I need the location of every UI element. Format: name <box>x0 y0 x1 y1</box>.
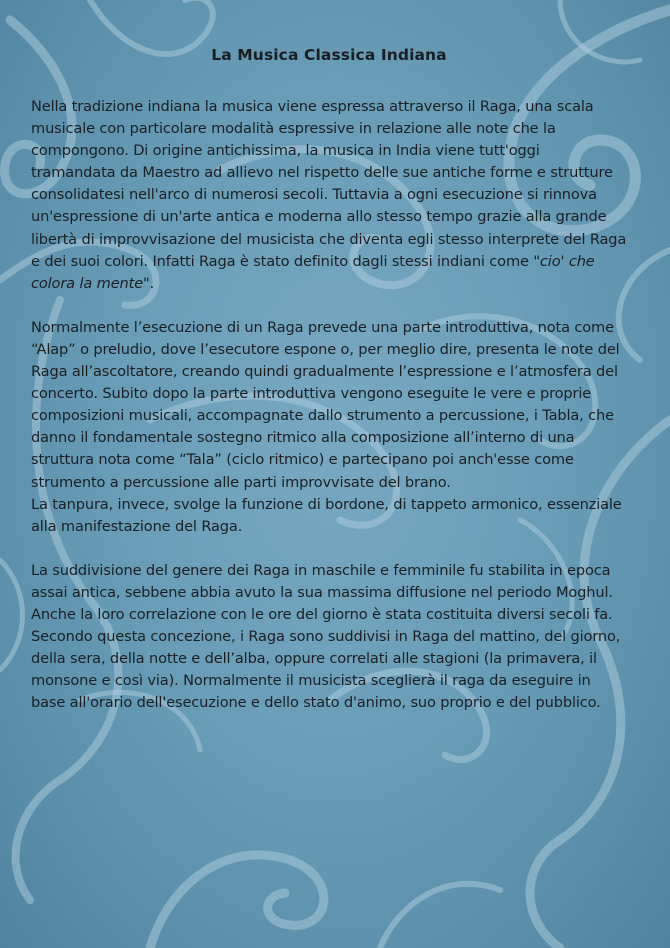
paragraph-raga-classification: La suddivisione del genere dei Raga in maschile e femminile fu stabilita in epoca assai antica, sebbene abbia avuto la sua massima diffusione nel periodo Moghul. Anche la loro correlazione con le ore del giorno è stata costituita diversi secoli fa. Secondo questa concezione, i Raga sono suddivisi in Raga del mattino, del giorno, della sera, della notte e dell’alba, oppure correlati alle stagioni (la primavera, il monsone e così via). Normalmente il musicista sceglierà il raga da eseguire in base all'orario dell'esecuzione e dello stato d'animo, suo proprio e del pubblico. <box>31 561 621 712</box>
paragraph-intro-end: . <box>149 274 155 292</box>
paragraph-intro-quote: "cio' che colora la mente" <box>31 252 595 292</box>
article <box>31 46 627 714</box>
paragraph-tanpura: La tanpura, invece, svolge la funzione di bordone, di tappeto armonico, essenziale alla manifestazione del Raga. <box>31 495 622 535</box>
paragraph-spacer <box>31 295 627 317</box>
paragraph-spacer <box>31 538 627 560</box>
paragraph-intro-text: Nella tradizione indiana la musica viene espressa attraverso il Raga, una scala musicale con particolare modalità espressive in relazione alle note che la compongono. Di origine antichissima, la musica in India viene tutt'oggi tramandata da Maestro ad allievo nel rispetto delle sue antiche forme e strutture consolidatesi nell'arco di numerosi secoli. Tuttavia a ogni esecuzione si rinnova un'espressione di un'arte antica e moderna allo stesso tempo grazie alla grande libertà di improvvisazione del musicista che diventa egli stesso interprete del Raga e dei suoi colori. Infatti Raga è stato definito dagli stessi indiani come <box>31 98 627 270</box>
page-title: La Musica Classica Indiana <box>211 46 447 64</box>
paragraph-intro <box>31 96 627 295</box>
paragraph-alap: Normalmente l’esecuzione di un Raga prevede una parte introduttiva, nota come “Alap” o preludio, dove l’esecutore espone o, per meglio dire, presenta le note del Raga all’ascoltatore, creando quindi gradualmente l’espressione e l’atmosfera del concerto. Subito dopo la parte introduttiva vengono eseguite le vere e proprie composizioni musicali, accompagnate dallo strumento a percussione, i Tabla, che danno il fondamentale sostegno ritmico alla composizione all’interno di una struttura nota come “Tala” (ciclo ritmico) e partecipano poi anch'esse come strumento a percussione alle parti improvvisate del brano. <box>31 318 620 491</box>
